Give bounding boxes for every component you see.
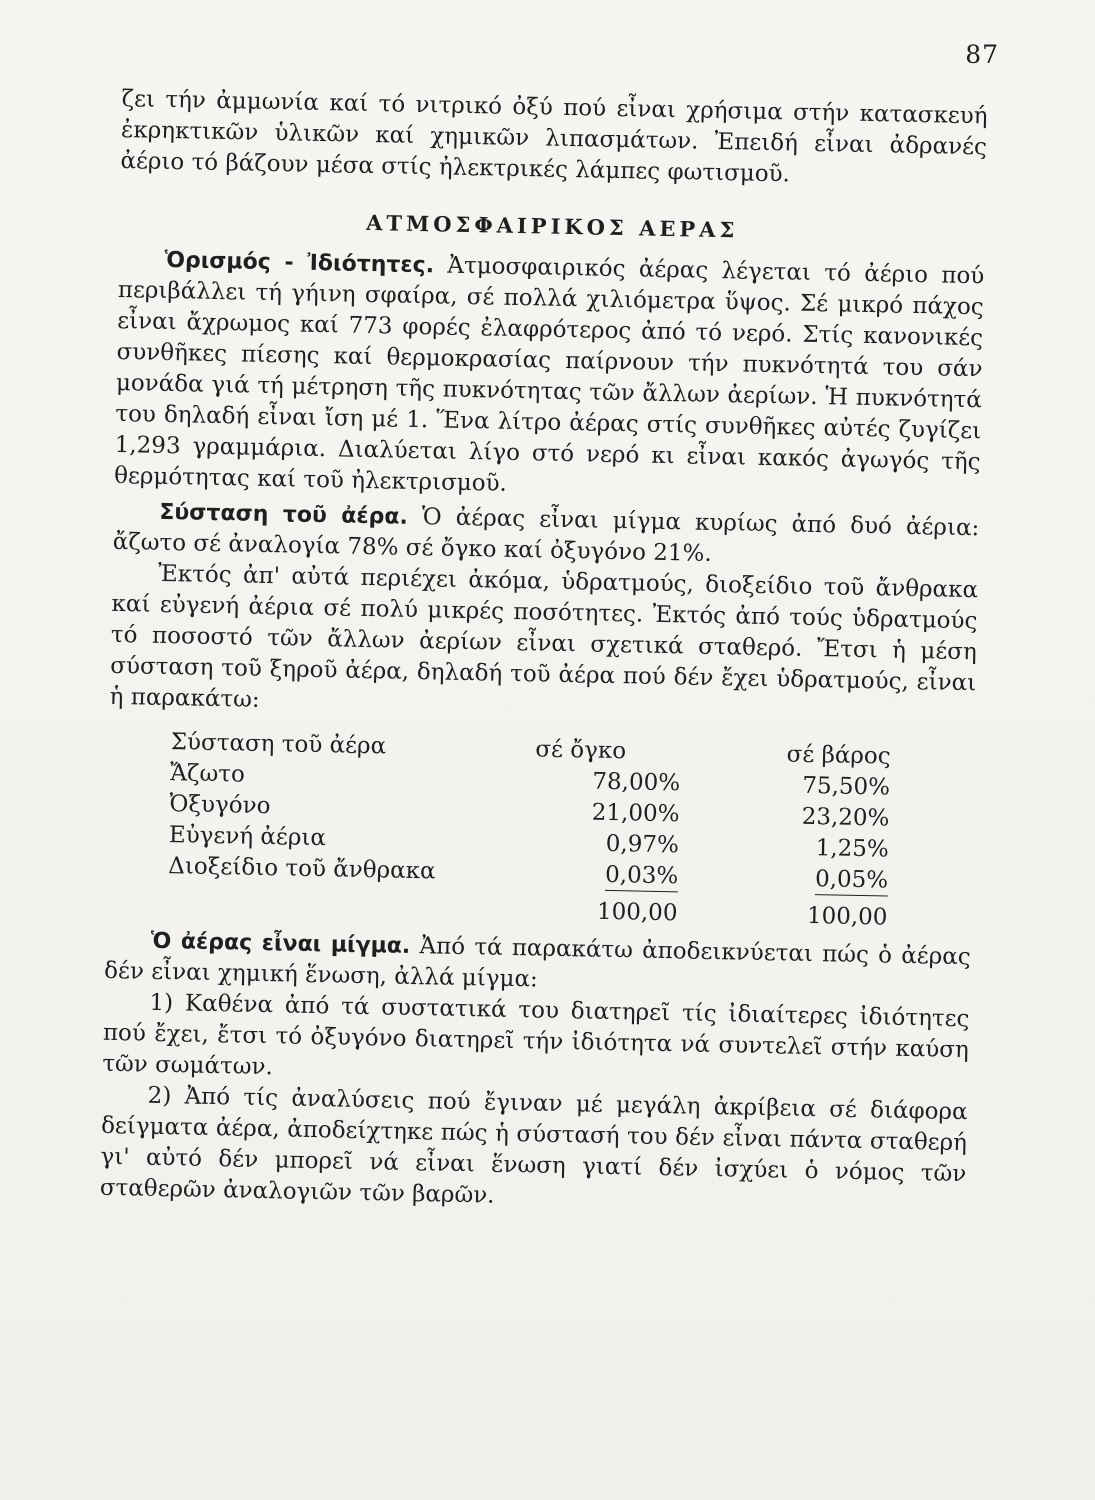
mixture-point-2: 2) Ἀπό τίς ἀναλύσεις πού ἔγιναν μέ μεγάλη ἀκρίβεια σέ διάφορα δείγματα ἀέρα, ἀποδείχτηκε πώς ἡ σύστασή του δέν εἶναι πάντα σταθερή γι' αὐτό δέν μπορεῖ νά εἶναι ἕνωση γιατί δέν ἰσχύει ὁ νόμος τῶν σταθερῶν ἀναλογιῶν τῶν βαρῶν. [99, 1082, 968, 1209]
header-volume: σέ ὄγκο [535, 736, 627, 765]
definition-lead: Ὁρισμός - Ἰδιότητες. [164, 247, 435, 279]
row-weight: 75,50% [802, 772, 891, 801]
mixture-point-1: 1) Καθένα ἀπό τά συστατικά του διατηρεῖ τίς ἰδιαίτερες ἰδιότητες πού ἔχει, ἔτσι τό ὀξυγόνο διατηρεῖ τήν ἰδιότητα νά συντελεῖ στήν καύση τῶν σωμάτων. [102, 989, 970, 1081]
composition-lead: Σύσταση τοῦ ἀέρα. [159, 499, 409, 530]
row-weight [678, 858, 889, 893]
definition-text: Ἀτμοσφαιρικός ἀέρας λέγεται τό ἀέριο πού περιβάλλει τή γήινη σφαίρα, σέ πολλά χιλιόμετρα ὕψος. Σέ μικρό πάχος εἶναι ἄχρωμος καί 773 φορές ἐλαφρότερος ἀπό τό νερό. Στίς κανονικές συνθῆκες πίεσης καί θερμοκρασίας παίρνουν τήν πυκνότητά του σάν μονάδα γιά τή μέτρηση τῆς πυκνότητας τῶν ἄλλων ἀερίων. Ἡ πυκνότητά του δηλαδή εἶναι ἴση μέ 1. Ἕνα λίτρο ἀέρας στίς συνθῆκες αὐτές ζυγίζει 1,293 γραμμάρια. Διαλύεται λίγο στό νερό κι εἶναι κακός ἀγωγός τῆς θερμότητας καί τοῦ ἠλεκτρισμοῦ. [113, 252, 985, 497]
row-volume [478, 854, 679, 889]
header-name: Σύσταση τοῦ ἀέρα [170, 729, 387, 760]
total-weight: 100,00 [806, 902, 888, 931]
composition-extra-paragraph: Ἐκτός ἀπ' αὐτά περιέχει ἀκόμα, ὑδρατμούς, διοξείδιο τοῦ ἄνθρακα καί εὐγενή ἀέρια σέ πολύ μικρές ποσότητες. Ἐκτός ἀπό τούς ὑδρατμούς τό ποσοστό τῶν ἄλλων ἀερίων εἶναι σχετικά σταθερό. Ἔτσι ἡ μέση σύσταση τοῦ ξηροῦ ἀέρα, δηλαδή τοῦ ἀέρα πού δέν ἔχει ὑδρατμούς, εἶναι ἡ παρακάτω: [109, 560, 979, 713]
row-weight: 23,20% [801, 803, 890, 832]
intro-paragraph: ζει τήν ἀμμωνία καί τό νιτρικό ὀξύ πού εἶναι χρήσιμα στήν κατασκευή ἐκρηκτικῶν ὑλικῶν καί χημικῶν λιπασμάτων. Ἐπειδή εἶναι ἀδρανές ἀέριο τό βάζουν μέσα στίς ἠλεκτρικές λάμπες φωτισμοῦ. [120, 85, 988, 188]
composition-text: Ὁ ἀέρας εἶναι μίγμα κυρίως ἀπό δυό ἀέρια: ἄζωτο σέ ἀναλογία 78% σέ ὄγκο καί ὀξυγόνο 21%. [112, 503, 980, 567]
mixture-text: Ἀπό τά παρακάτω ἀποδεικνύεται πώς ὁ ἀέρας δέν εἶναι χημική ἕνωση, ἀλλά μίγμα: [103, 932, 971, 993]
total-name [167, 879, 478, 922]
header-weight: σέ βάρος [786, 741, 891, 770]
total-volume: 100,00 [596, 898, 678, 927]
row-volume-value: 0,03% [605, 862, 679, 892]
row-name: Διοξείδιο τοῦ ἄνθρακα [168, 853, 436, 885]
page-content [100, 84, 988, 1221]
row-name: Ὀξυγόνο [169, 791, 271, 820]
composition-table [167, 724, 891, 930]
row-volume: 78,00% [592, 768, 681, 797]
page-number: 87 [965, 40, 999, 69]
row-name: Ἄζωτο [169, 760, 246, 788]
definition-paragraph [114, 244, 985, 509]
row-volume: 21,00% [591, 799, 680, 828]
row-weight: 1,25% [815, 835, 890, 863]
mixture-lead: Ὁ ἀέρας εἶναι μίγμα. [150, 928, 411, 959]
row-weight-value: 0,05% [815, 866, 889, 896]
row-name: Εὐγενή ἀέρια [168, 822, 327, 852]
row-volume: 0,97% [605, 830, 680, 859]
section-title: ΑΤΜΟΣΦΑΙΡΙΚΟΣ ΑΕΡΑΣ [365, 209, 739, 243]
